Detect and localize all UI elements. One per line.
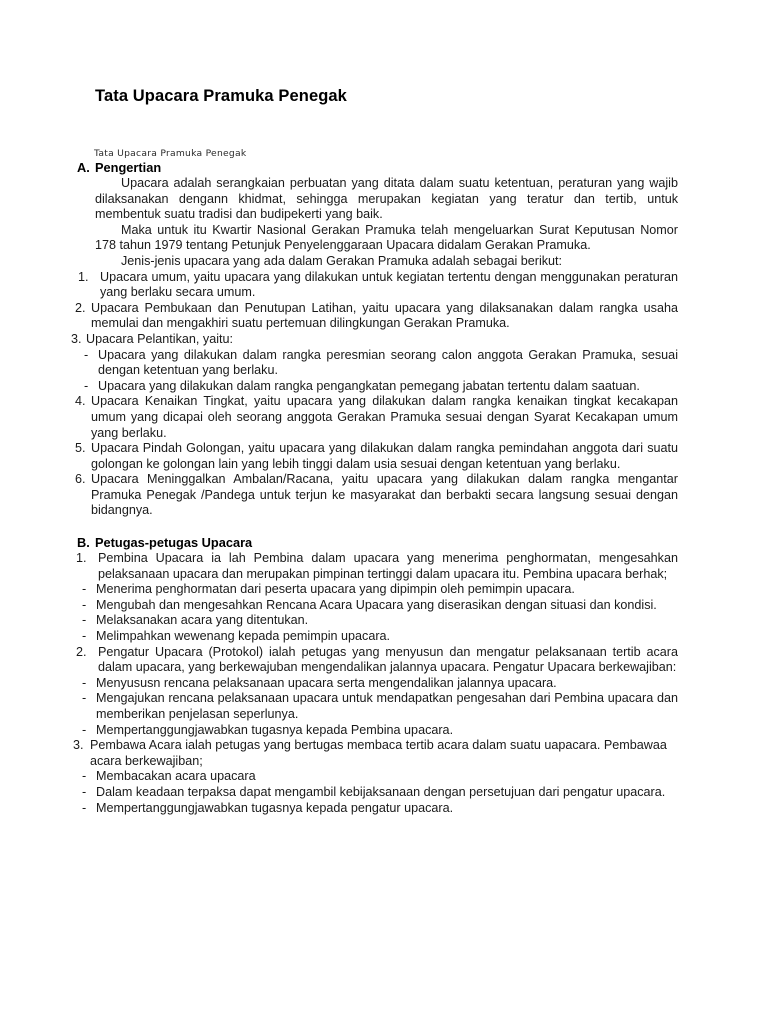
list-marker: 3. — [73, 738, 84, 753]
section-letter-b: B. — [77, 535, 90, 551]
list-text: Upacara Meninggalkan Ambalan/Racana, yaitu upacara yang dilakukan dalam rangka mengantar Pramuka Penegak /Pandega untuk terjun ke masyarakat dan berbakti secara langsung sesuai dengan bidangnya. — [91, 472, 678, 518]
list-marker: - — [82, 691, 87, 706]
paragraph-a-1: Upacara adalah serangkaian perbuatan yang ditata dalam suatu ketentuan, peraturan yang wajib dilaksanakan dengann khidmat, sehingga merupakan kegiatan yang teratur dan tertib, untuk membentuk suatu tradisi dan budipekerti yang baik. — [95, 176, 678, 222]
list-text: Mempertanggungjawabkan tugasnya kepada Pembina upacara. — [96, 722, 454, 737]
list-marker: - — [82, 613, 87, 628]
list-item — [70, 676, 678, 692]
list-text: Menerima penghormatan dari peserta upacara yang dipimpin oleh pemimpin upacara. — [96, 582, 575, 597]
list-marker: - — [82, 582, 87, 597]
list-marker: - — [82, 800, 87, 815]
list-item — [70, 738, 678, 769]
list-marker: - — [82, 675, 87, 690]
list-text: Upacara Pindah Golongan, yaitu upacara yang dilakukan dalam rangka pemindahan anggota dari suatu golongan ke golongan lain yang lebih tinggi dalam usia sesuai dengan ketentuan yang berlaku. — [91, 441, 678, 471]
list-text: Upacara Pelantikan, yaitu: — [86, 331, 234, 346]
list-marker: - — [84, 378, 89, 393]
list-item — [70, 691, 678, 722]
document-subtitle: Tata Upacara Pramuka Penegak — [94, 148, 247, 159]
section-heading-a — [77, 160, 678, 176]
list-marker: - — [82, 784, 87, 799]
list-marker: - — [82, 629, 87, 644]
list-text: Melaksanakan acara yang ditentukan. — [96, 613, 309, 628]
section-heading-b — [77, 535, 678, 551]
list-text: Upacara umum, yaitu upacara yang dilakukan untuk kegiatan tertentu dengan menggunakan peraturan yang berlaku secara umum. — [100, 269, 678, 300]
list-text: Melimpahkan wewenang kepada pemimpin upacara. — [96, 629, 391, 644]
list-marker: 1. — [78, 269, 89, 284]
list-item — [70, 332, 678, 348]
list-marker: - — [82, 597, 87, 612]
list-text: Upacara yang dilakukan dalam rangka pengangkatan pemegang jabatan tertentu dalam saatuan. — [98, 378, 640, 393]
list-item — [70, 582, 678, 598]
list-text: Membacakan acara upacara — [96, 769, 256, 784]
document-body — [70, 148, 678, 816]
list-item — [70, 301, 678, 332]
list-marker: 1. — [76, 551, 87, 566]
list-text: Pembawa Acara ialah petugas yang bertugas membaca tertib acara dalam suatu uapacara. Pembawaa acara berkewajiban; — [90, 738, 667, 768]
list-marker: - — [82, 722, 87, 737]
list-item — [70, 629, 678, 645]
page-title: Tata Upacara Pramuka Penegak — [95, 87, 347, 105]
paragraph-a-2: Maka untuk itu Kwartir Nasional Gerakan Pramuka telah mengeluarkan Surat Keputusan Nomor 178 tahun 1979 tentang Petunjuk Penyelenggaraan Upacara didalam Gerakan Pramuka. — [95, 222, 678, 253]
list-marker: 2. — [76, 644, 87, 659]
list-item — [70, 379, 678, 395]
list-item — [70, 645, 678, 676]
list-item — [70, 598, 678, 614]
list-text: Menyususn rencana pelaksanaan upacara serta mengendalikan jalannya upacara. — [96, 675, 557, 690]
section-title-a: Pengertian — [95, 160, 162, 175]
list-text: Mengubah dan mengesahkan Rencana Acara Upacara yang diserasikan dengan situasi dan kondisi. — [96, 597, 657, 612]
list-marker: - — [82, 769, 87, 784]
list-item — [70, 472, 678, 519]
list-marker: - — [84, 347, 89, 362]
list-text: Upacara yang dilakukan dalam rangka peresmian seorang calon anggota Gerakan Pramuka, sesuai dengan ketentuan yang berlaku. — [98, 347, 678, 378]
list-text: Dalam keadaan terpaksa dapat mengambil kebijaksanaan dengan persetujuan dari pengatur upacara. — [96, 784, 666, 799]
list-item — [70, 801, 678, 817]
list-item — [70, 769, 678, 785]
paragraph-a-3: Jenis-jenis upacara yang ada dalam Gerakan Pramuka adalah sebagai berikut: — [121, 253, 563, 268]
list-item — [70, 613, 678, 629]
list-item — [70, 270, 678, 301]
list-item — [70, 785, 678, 801]
list-text: Upacara Pembukaan dan Penutupan Latihan, yaitu upacara yang dilaksanakan dalam rangka usaha memulai dan mengakhiri suatu pertemuan dilingkungan Gerakan Pramuka. — [91, 300, 678, 331]
section-title-b: Petugas-petugas Upacara — [95, 535, 253, 551]
list-marker: 3. — [71, 331, 82, 346]
list-text: Upacara Kenaikan Tingkat, yaitu upacara yang dilakukan dalam rangka kenaikan tingkat kecakapan umum yang dicapai oleh seorang anggota Gerakan Pramuka sesuai dengan Syarat Kecakapan umum yang berlaku. — [91, 394, 678, 440]
list-item — [70, 441, 678, 472]
section-letter-a: A. — [77, 160, 90, 175]
list-item — [70, 394, 678, 441]
list-marker: 4. — [75, 394, 86, 409]
list-marker: 2. — [75, 300, 86, 315]
list-item — [70, 551, 678, 582]
list-marker: 5. — [75, 441, 86, 456]
list-marker: 6. — [75, 472, 86, 487]
list-text: Pembina Upacara ia lah Pembina dalam upacara yang menerima penghormatan, mengesahkan pelaksanaan upacara dan merupakan pimpinan tertinggi dalam upacara itu. Pembina upacara berhak; — [98, 551, 678, 581]
list-text: Mengajukan rencana pelaksanaan upacara untuk mendapatkan pengesahan dari Pembina upacara dan memberikan penjelasan seperlunya. — [96, 691, 678, 721]
list-item — [70, 348, 678, 379]
list-item — [70, 723, 678, 739]
list-text: Pengatur Upacara (Protokol) ialah petugas yang menyusun dan mengatur pelaksanaan tertib acara dalam upacara, yang berkewajuban mengendalikan jalannya upacara. Pengatur Upacara berkewajiban: — [98, 644, 678, 675]
list-text: Mempertanggungjawabkan tugasnya kepada pengatur upacara. — [96, 800, 454, 815]
